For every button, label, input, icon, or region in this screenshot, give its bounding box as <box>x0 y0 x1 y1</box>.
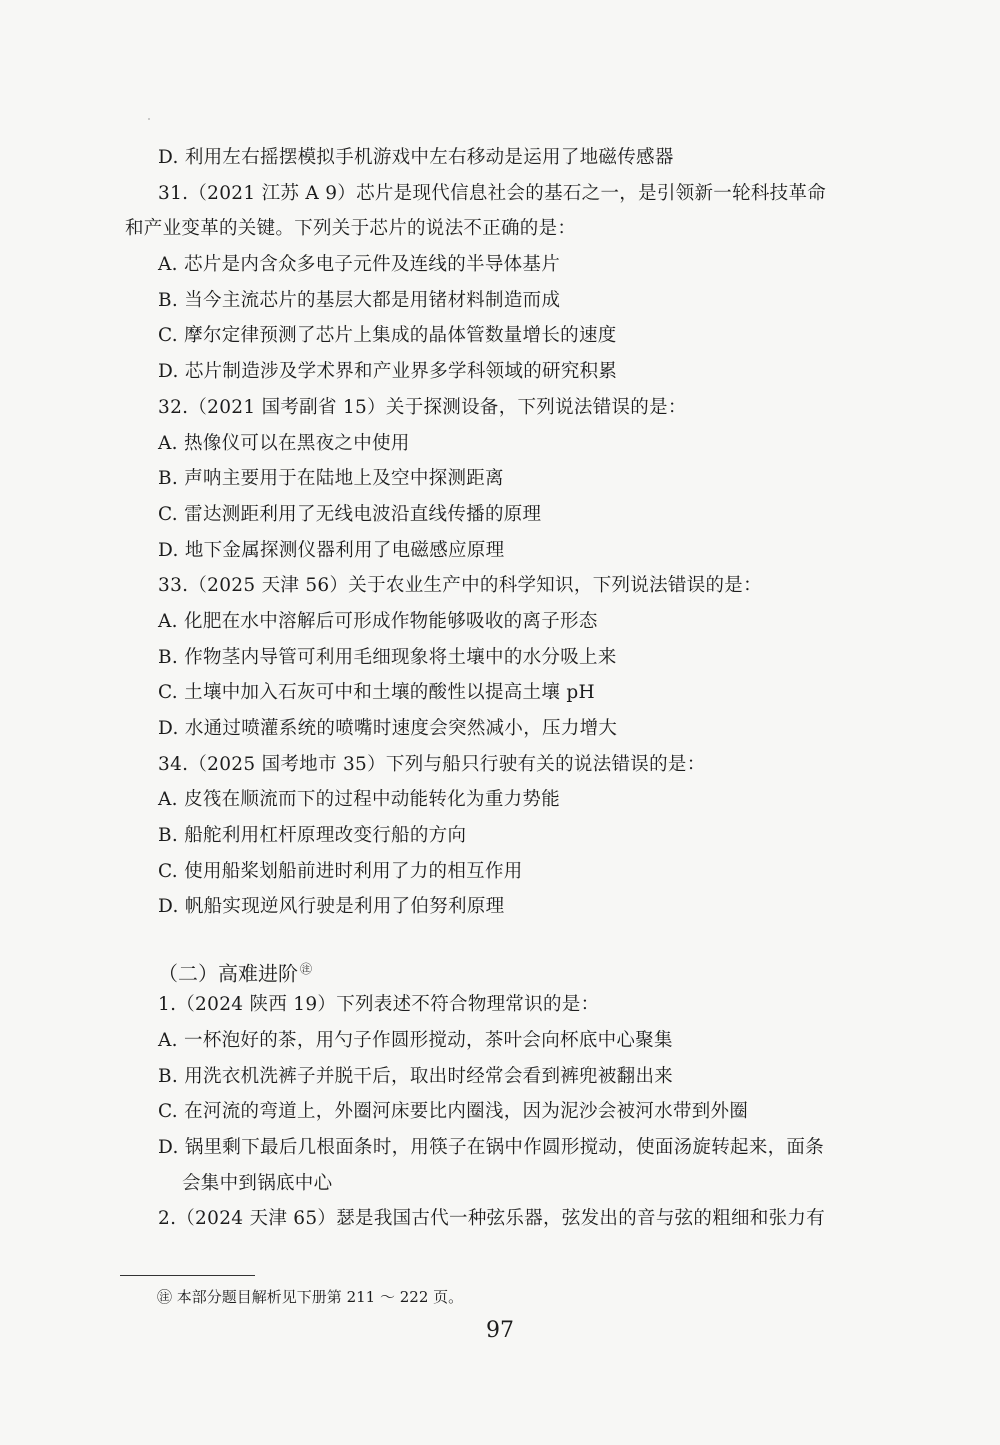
question-stem-line: 2.（2024 天津 65）瑟是我国古代一种弦乐器，弦发出的音与弦的粗细和张力有 <box>158 1208 826 1230</box>
answer-option-line: D. 帆船实现逆风行驶是利用了伯努利原理 <box>158 896 505 918</box>
question-block-basic <box>125 140 865 925</box>
answer-option-line: D. 锅里剩下最后几根面条时，用筷子在锅中作圆形搅动，使面汤旋转起来，面条 <box>158 1136 825 1158</box>
footnote <box>157 1286 463 1308</box>
scan-speck <box>148 118 150 120</box>
text-line: 会集中到锅底中心 <box>182 1172 333 1194</box>
answer-option-line: B. 当今主流芯片的基层大都是用锗材料制造而成 <box>158 289 561 311</box>
answer-option-line: D. 利用左右摇摆模拟手机游戏中左右移动是运用了地磁传感器 <box>158 147 674 168</box>
answer-option-line: C. 在河流的弯道上，外圈河床要比内圈浅，因为泥沙会被河水带到外圈 <box>158 1101 749 1123</box>
question-block-advanced <box>125 987 865 1237</box>
answer-option-line: D. 芯片制造涉及学术界和产业界多学科领域的研究积累 <box>158 361 618 383</box>
answer-option-line: D. 地下金属探测仪器利用了电磁感应原理 <box>158 539 505 561</box>
answer-option-line: A. 芯片是内含众多电子元件及连线的半导体基片 <box>158 254 561 276</box>
question-stem-line: 31.（2021 江苏 A 9）芯片是现代信息社会的基石之一，是引领新一轮科技革命 <box>158 182 827 204</box>
answer-option-line: B. 作物茎内导管可利用毛细现象将土壤中的水分吸上来 <box>158 646 617 668</box>
section-heading <box>125 951 865 987</box>
answer-option-line: A. 化肥在水中溶解后可形成作物能够吸收的离子形态 <box>158 610 598 632</box>
answer-option-line: C. 土壤中加入石灰可中和土壤的酸性以提高土壤 pH <box>158 682 595 704</box>
question-stem-line: 1.（2024 陕西 19）下列表述不符合物理常识的是： <box>158 994 600 1016</box>
answer-option-line: B. 用洗衣机洗裤子并脱干后，取出时经常会看到裤兜被翻出来 <box>158 1065 674 1087</box>
answer-option-line: A. 一杯泡好的茶，用勺子作圆形搅动，茶叶会向杯底中心聚集 <box>158 1029 673 1051</box>
answer-option-line: C. 使用船桨划船前进时利用了力的相互作用 <box>158 860 523 882</box>
answer-option-line: B. 船舵利用杠杆原理改变行船的方向 <box>158 825 467 847</box>
answer-option-line: B. 声呐主要用于在陆地上及空中探测距离 <box>158 468 504 490</box>
footnote-mark-icon: ㊟ <box>300 962 313 977</box>
page-content <box>125 140 865 1237</box>
question-stem-line: 33.（2025 天津 56）关于农业生产中的科学知识，下列说法错误的是： <box>158 575 762 597</box>
answer-option-line: D. 水通过喷灌系统的喷嘴时速度会突然减小，压力增大 <box>158 718 618 739</box>
answer-option-line: A. 皮筏在顺流而下的过程中动能转化为重力势能 <box>158 789 561 811</box>
footnote-divider <box>120 1275 255 1276</box>
answer-option-line: A. 热像仪可以在黑夜之中使用 <box>158 432 410 454</box>
footnote-text: 本部分题目解析见下册第 211 ～ 222 页。 <box>176 1288 464 1306</box>
footnote-mark-icon: ㊟ <box>157 1288 173 1306</box>
page-number: 97 <box>486 1318 514 1343</box>
text-line: 和产业变革的关键。下列关于芯片的说法不正确的是： <box>125 218 577 240</box>
question-stem-line: 32.（2021 国考副省 15）关于探测设备，下列说法错误的是： <box>158 396 687 418</box>
section-title: （二）高难进阶 <box>158 961 298 986</box>
question-stem-line: 34.（2025 国考地市 35）下列与船只行驶有关的说法错误的是： <box>158 753 706 775</box>
answer-option-line: C. 雷达测距利用了无线电波沿直线传播的原理 <box>158 503 542 525</box>
answer-option-line: C. 摩尔定律预测了芯片上集成的晶体管数量增长的速度 <box>158 325 617 347</box>
